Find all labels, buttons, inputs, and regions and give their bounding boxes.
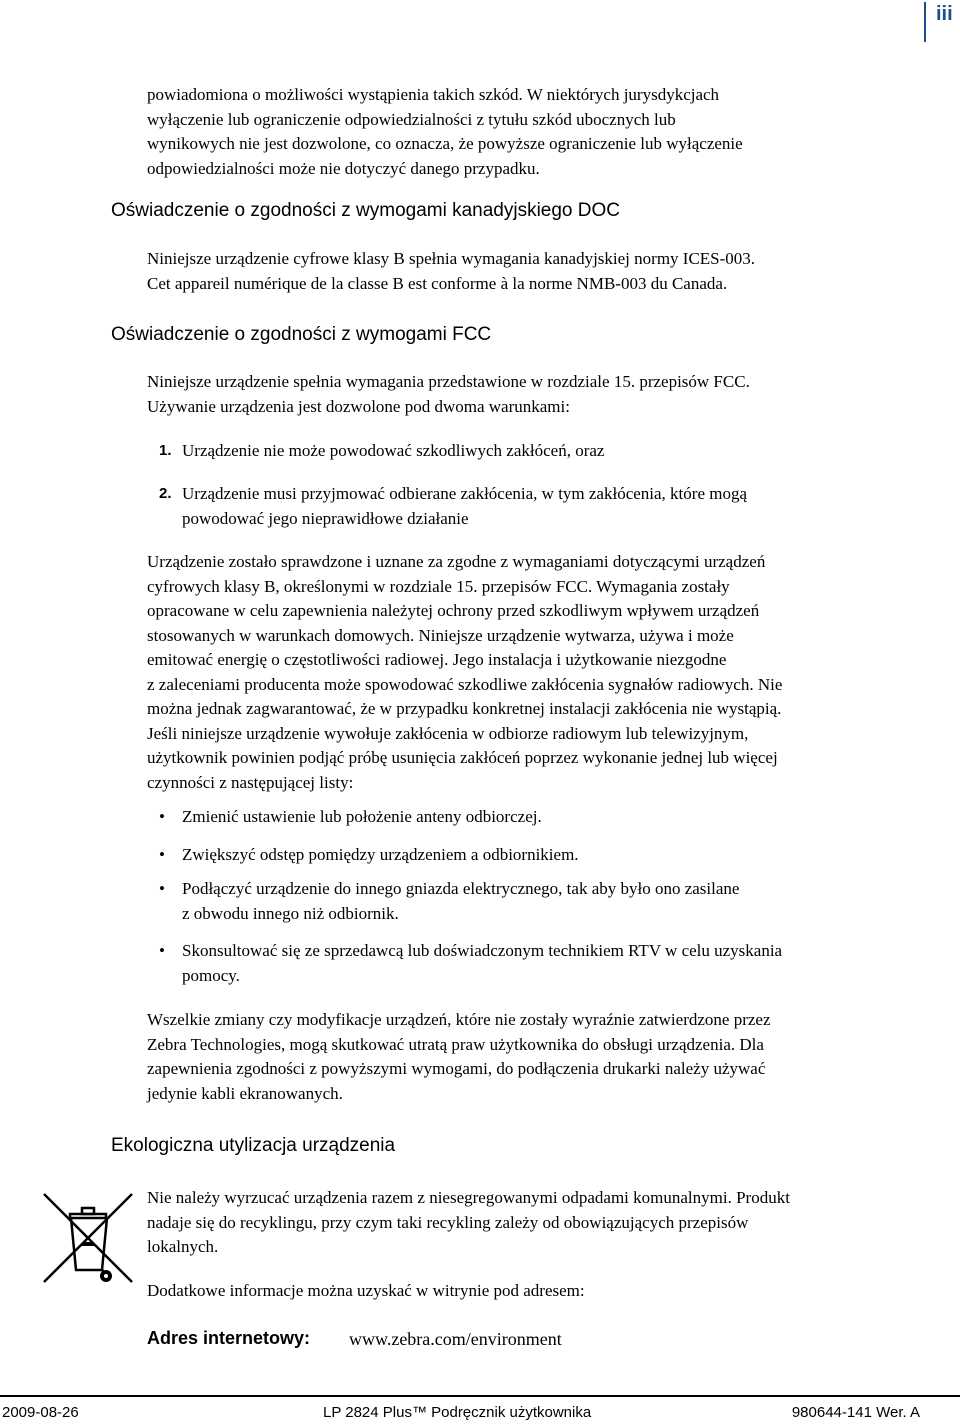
fcc-intro-paragraph bbox=[147, 370, 927, 419]
doc-heading: Oświadczenie o zgodności z wymogami kanadyjskiego DOC bbox=[111, 200, 621, 221]
intro-line: wyłączenie lub ograniczenie odpowiedzialności z tytułu szkód ubocznych lub bbox=[147, 109, 676, 129]
fcc-para-line: stosowanych w warunkach domowych. Niniejsze urządzenie wytwarza, używa i może bbox=[147, 625, 734, 645]
fcc-para-line: użytkownik powinien podjąć próbę usunięcia zakłóceń poprzez wykonanie jednej lub więcej bbox=[147, 748, 778, 767]
intro-paragraph bbox=[147, 83, 927, 181]
changes-line: zapewnienia zgodności z powyższymi wymogami, do podłączenia drukarki należy używać bbox=[147, 1059, 766, 1078]
eco-paragraph bbox=[147, 1186, 937, 1260]
doc-line: Niniejsze urządzenie cyfrowe klasy B spełnia wymagania kanadyjskiej normy ICES-003. bbox=[147, 249, 756, 268]
fcc-paragraph bbox=[147, 550, 927, 795]
fcc-para-line: cyfrowych klasy B, określonymi w rozdziale 15. przepisów FCC. Wymagania zostały bbox=[147, 576, 730, 596]
footer-title: LP 2824 Plus™ Podręcznik użytkownika bbox=[323, 1404, 592, 1421]
bullet-item bbox=[147, 843, 927, 868]
changes-paragraph bbox=[147, 1008, 927, 1106]
bullet-item bbox=[147, 939, 927, 988]
fcc-para-line: Urządzenie zostało sprawdzone i uznane za zgodne z wymaganiami dotyczącymi urządzeń bbox=[147, 552, 766, 571]
bullet-text: z obwodu innego niż odbiornik. bbox=[182, 903, 399, 923]
bullet-text: Zmienić ustawienie lub położenie anteny odbiorczej. bbox=[182, 807, 542, 826]
eco-line: lokalnych. bbox=[147, 1237, 219, 1256]
condition-text: powodować jego nieprawidłowe działanie bbox=[182, 508, 469, 528]
fcc-line: Używanie urządzenia jest dozwolone pod dwoma warunkami: bbox=[147, 396, 570, 416]
footer-doc-number: 980644-141 Wer. A bbox=[791, 1404, 920, 1421]
page-number: iii bbox=[924, 2, 960, 42]
fcc-para-line: czynności z następującej listy: bbox=[147, 772, 354, 792]
intro-line: odpowiedzialności może nie dotyczyć danego przypadku. bbox=[147, 158, 540, 178]
changes-line: Zebra Technologies, mogą skutkować utratą praw użytkownika do obsługi urządzenia. Dla bbox=[147, 1034, 764, 1054]
eco-line: nadaje się do recyklingu, przy czym taki recykling zależy od obowiązujących przepisów bbox=[147, 1212, 749, 1232]
bullet-item bbox=[147, 805, 927, 830]
condition-text: Urządzenie musi przyjmować odbierane zakłócenia, w tym zakłócenia, które mogą bbox=[182, 484, 748, 503]
doc-paragraph bbox=[147, 247, 927, 296]
fcc-para-line: z zaleceniami producenta może spowodować szkodliwe zakłócenia sygnałów radiowych. Nie bbox=[147, 674, 783, 694]
fcc-para-line: Jeśli niniejsze urządzenie wywołuje zakłócenia w odbiorze radiowym lub telewizyjnym, bbox=[147, 723, 749, 743]
fcc-line: Niniejsze urządzenie spełnia wymagania przedstawione w rozdziale 15. przepisów FCC. bbox=[147, 372, 750, 391]
eco-line: Nie należy wyrzucać urządzenia razem z niesegregowanymi odpadami komunalnymi. Produkt bbox=[147, 1188, 790, 1207]
bullet-text: Skonsultować się ze sprzedawcą lub doświadczonym technikiem RTV w celu uzyskania bbox=[182, 941, 783, 960]
fcc-para-line: opracowane w celu zapewnienia należytej ochrony przed szkodliwym wpływem urządzeń bbox=[147, 601, 760, 620]
condition-item bbox=[147, 482, 927, 531]
intro-line: wynikowych nie jest dozwolone, co oznacza, że powyższe ograniczenie lub wyłączenie bbox=[147, 134, 743, 153]
bullet-text: Zwiększyć odstęp pomiędzy urządzeniem a odbiornikiem. bbox=[182, 845, 579, 864]
condition-item bbox=[147, 439, 927, 464]
bullet-text: Podłączyć urządzenie do innego gniazda elektrycznego, tak aby było ono zasilane bbox=[182, 879, 740, 898]
changes-line: Wszelkie zmiany czy modyfikacje urządzeń, które nie zostały wyraźnie zatwierdzone przez bbox=[147, 1010, 771, 1029]
address-label: Adres internetowy: bbox=[147, 1328, 311, 1348]
crossed-out-wheelie-bin-icon bbox=[40, 1190, 136, 1286]
fcc-heading: Oświadczenie o zgodności z wymogami FCC bbox=[111, 324, 492, 345]
fcc-para-line: można jednak zagwarantować, że w przypadku konkretnej instalacji zakłócenia nie wystąpią. bbox=[147, 699, 782, 718]
more-info-text: Dodatkowe informacje można uzyskać w witrynie pod adresem: bbox=[147, 1281, 585, 1300]
condition-number: 1. bbox=[159, 442, 172, 459]
bullet-dot: • bbox=[159, 879, 165, 898]
condition-text: Urządzenie nie może powodować szkodliwych zakłóceń, oraz bbox=[182, 441, 605, 460]
bullet-item bbox=[147, 877, 927, 926]
intro-line: powiadomiona o możliwości wystąpienia takich szkód. W niektórych jurysdykcjach bbox=[147, 85, 720, 104]
bullet-dot: • bbox=[159, 807, 165, 826]
address-link[interactable]: www.zebra.com/environment bbox=[349, 1329, 562, 1349]
condition-number: 2. bbox=[159, 485, 172, 502]
changes-line: jedynie kabli ekranowanych. bbox=[147, 1083, 343, 1103]
footer-date: 2009-08-26 bbox=[2, 1404, 79, 1421]
doc-line: Cet appareil numérique de la classe B est conforme à la norme NMB-003 du Canada. bbox=[147, 273, 728, 293]
footer-divider bbox=[0, 1395, 960, 1397]
bullet-dot: • bbox=[159, 845, 165, 864]
fcc-para-line: emitować energię o częstotliwości radiowej. Jego instalacja i użytkowanie niezgodne bbox=[147, 650, 727, 669]
bullet-text: pomocy. bbox=[182, 965, 240, 985]
eco-heading: Ekologiczna utylizacja urządzenia bbox=[111, 1135, 396, 1156]
bullet-dot: • bbox=[159, 941, 165, 960]
